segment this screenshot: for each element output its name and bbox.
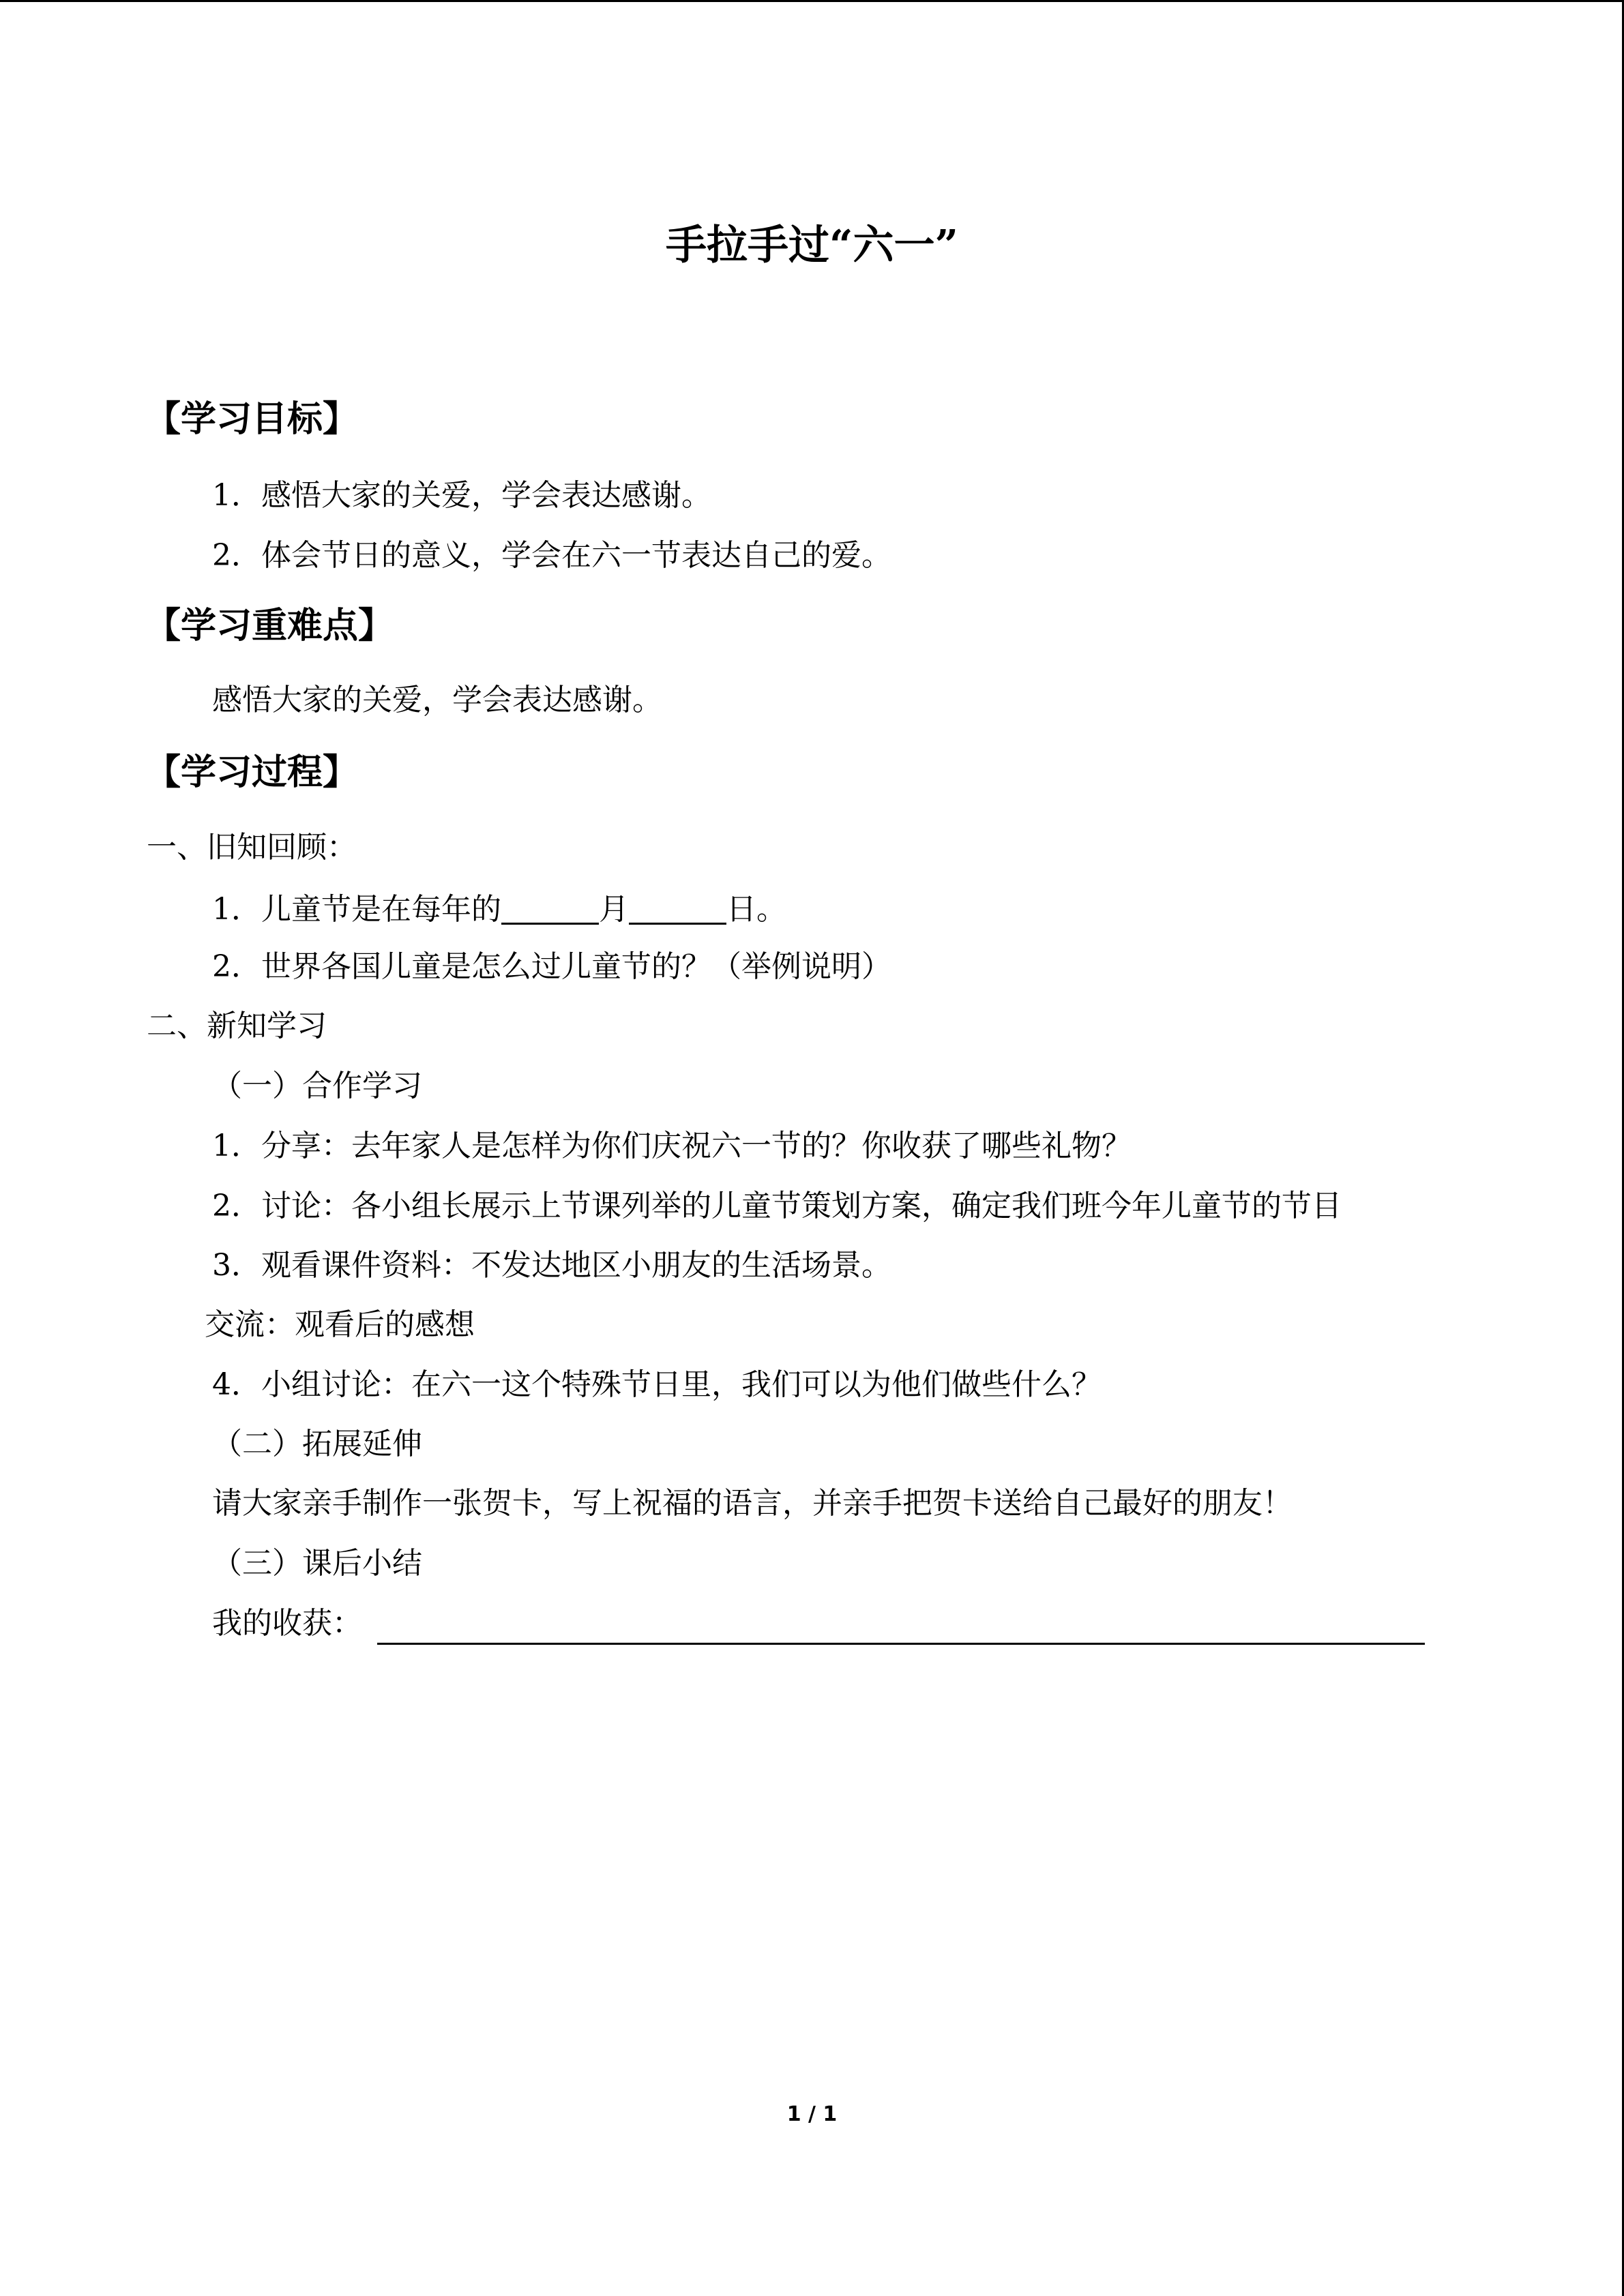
month-blank[interactable] <box>501 893 599 925</box>
month-label: 月 <box>599 892 629 927</box>
extension-title: （二）拓展延伸 <box>212 1427 422 1461</box>
page-number: 1 / 1 <box>786 2102 838 2126</box>
new-learning-title: 二、新知学习 <box>147 1009 327 1043</box>
harvest-label: 我的收获： <box>212 1606 362 1641</box>
cooperative-item-3: 3．观看课件资料：不发达地区小朋友的生活场景。 <box>212 1248 891 1283</box>
extension-text: 请大家亲手制作一张贺卡，写上祝福的语言，并亲手把贺卡送给自己最好的朋友！ <box>212 1486 1293 1521</box>
cooperative-item-4: 4．小组讨论：在六一这个特殊节日里，我们可以为他们做些什么？ <box>212 1367 1102 1402</box>
page-top-border <box>0 0 1624 2</box>
day-label: 日。 <box>726 892 786 927</box>
review-item-1 <box>212 893 786 925</box>
process-heading: 【学习过程】 <box>145 752 359 793</box>
review-section-title: 一、旧知回顾： <box>147 830 357 865</box>
cooperative-item-2: 2．讨论：各小组长展示上节课列举的儿童节策划方案，确定我们班今年儿童节的节目 <box>212 1189 1342 1223</box>
review-item-2: 2．世界各国儿童是怎么过儿童节的？（举例说明） <box>212 949 891 984</box>
cooperative-learning-title: （一）合作学习 <box>212 1069 422 1103</box>
objectives-heading: 【学习目标】 <box>145 399 359 440</box>
harvest-answer-line[interactable] <box>377 1643 1425 1645</box>
cooperative-item-1: 1．分享：去年家人是怎样为你们庆祝六一节的？你收获了哪些礼物？ <box>212 1129 1132 1163</box>
key-points-text: 感悟大家的关爱，学会表达感谢。 <box>212 683 662 717</box>
key-points-heading: 【学习重难点】 <box>145 606 394 646</box>
exchange-line: 交流：观看后的感想 <box>205 1307 475 1342</box>
objective-item-1: 1．感悟大家的关爱，学会表达感谢。 <box>212 478 711 513</box>
summary-title: （三）课后小结 <box>212 1546 422 1581</box>
document-title: 手拉手过“六一” <box>665 222 959 269</box>
day-blank[interactable] <box>629 893 726 925</box>
objective-item-2: 2．体会节日的意义，学会在六一节表达自己的爱。 <box>212 538 891 573</box>
review-item-1-prefix: 1．儿童节是在每年的 <box>212 892 501 927</box>
